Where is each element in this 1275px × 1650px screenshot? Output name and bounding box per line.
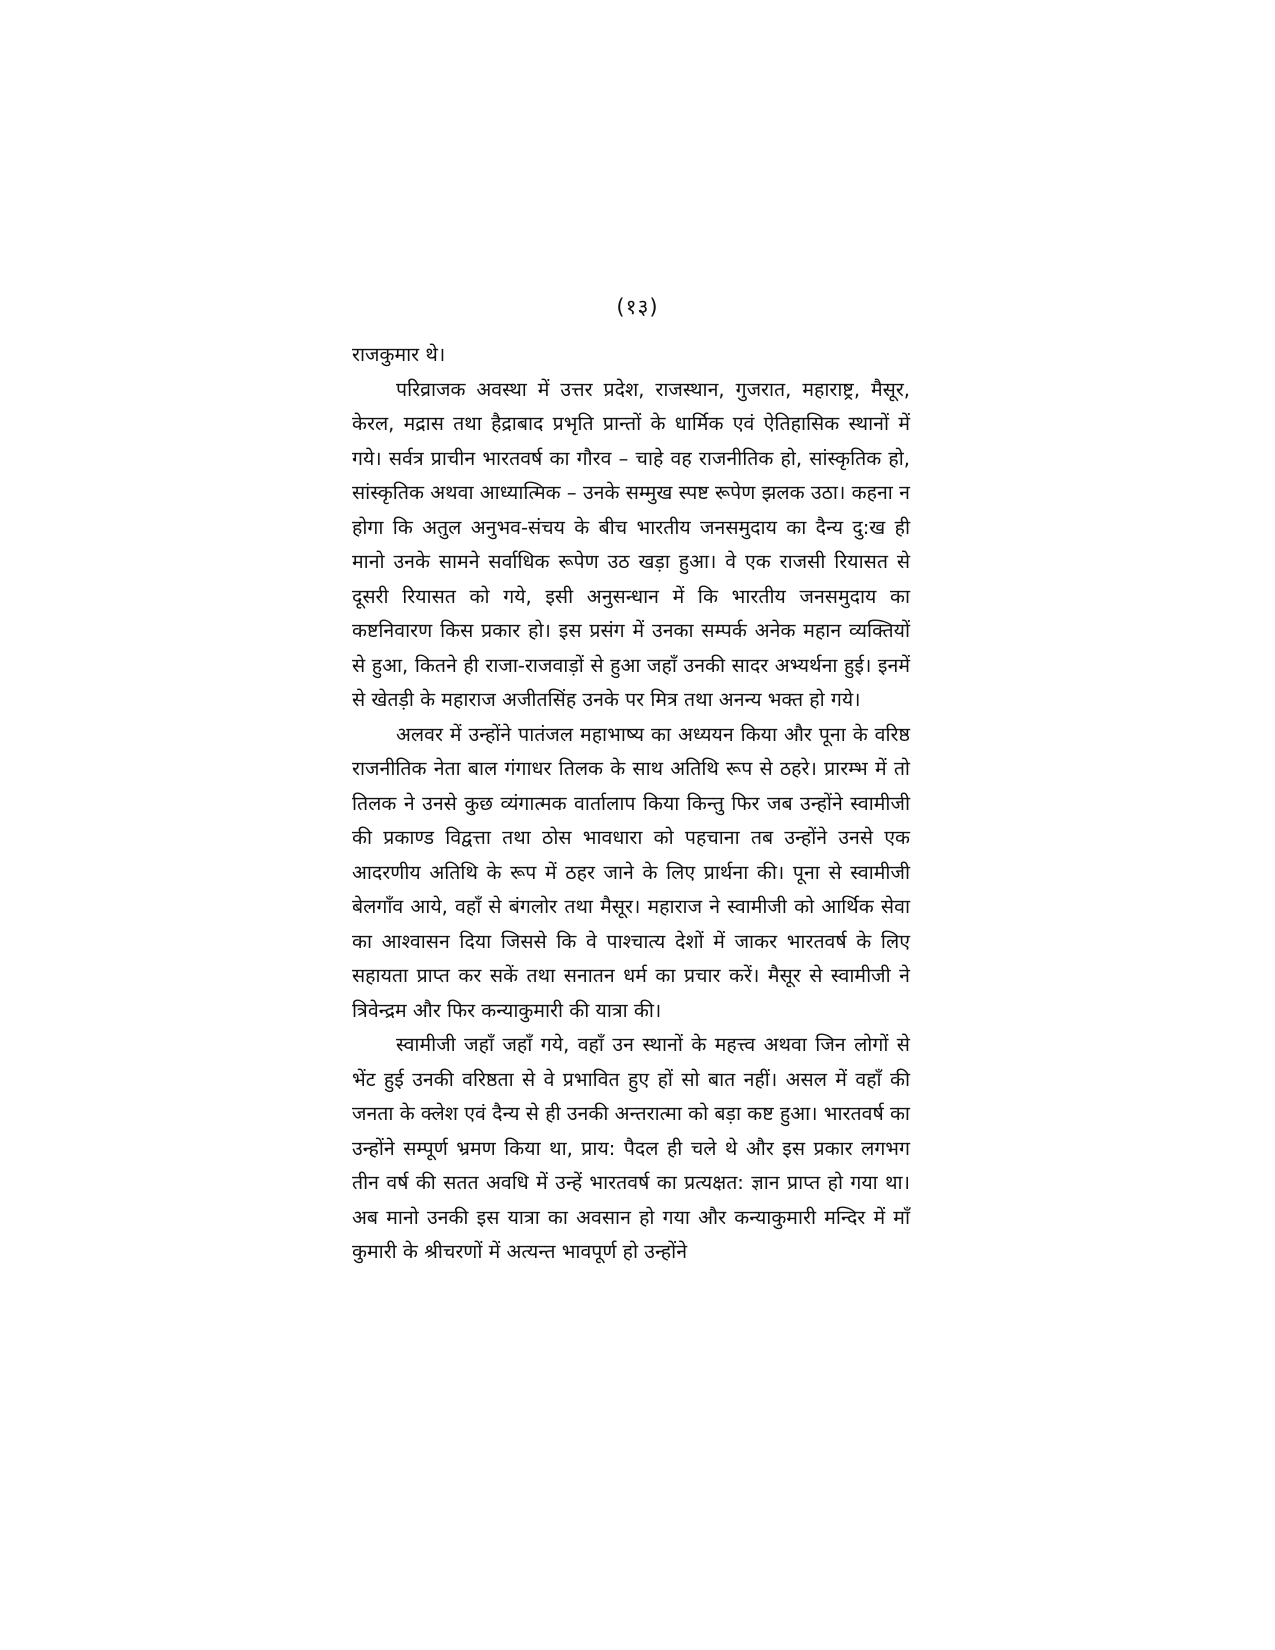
paragraph-travels: परिव्राजक अवस्था में उत्तर प्रदेश, राजस्थान, गुजरात, महाराष्ट्र, मैसूर, केरल, मद्रास तथा हैद्राबाद प्रभृति प्रान्तों के धार्मिक एवं ऐतिहासिक स्थानों में गये। सर्वत्र प्राचीन भारतवर्ष का गौरव – चाहे वह राजनीतिक हो, सांस्कृतिक हो, सांस्कृतिक अथवा आध्यात्मिक – उनके सम्मुख स्पष्ट रूपेण झलक उठा। कहना न होगा कि अतुल अनुभव-संचय के बीच भारतीय जनसमुदाय का दैन्य दु:ख ही मानो उनके सामने सर्वाधिक रूपेण उठ खड़ा हुआ। वे एक राजसी रियासत से दूसरी रियासत को गये, इसी अनुसन्धान में कि भारतीय जनसमुदाय का कष्टनिवारण किस प्रकार हो। इस प्रसंग में उनका सम्पर्क अनेक महान व्यक्तियों से हुआ, कितने ही राजा-राजवाड़ों से हुआ जहाँ उनकी सादर अभ्यर्थना हुई। इनमें से खेतड़ी के महाराज अजीतसिंह उनके पर मित्र तथा अनन्य भक्त हो गये। [352,377,910,711]
body-text [352,338,910,1270]
paragraph-alwar-pune: अलवर में उन्होंने पातंजल महाभाष्य का अध्ययन किया और पूना के वरिष्ठ राजनीतिक नेता बाल गंगाधर तिलक के साथ अतिथि रूप से ठहरे। प्रारम्भ में तो तिलक ने उनसे कुछ व्यंगात्मक वार्तालाप किया किन्तु फिर जब उन्होंने स्वामीजी की प्रकाण्ड विद्वत्ता तथा ठोस भावधारा को पहचाना तब उन्होंने उनसे एक आदरणीय अतिथि के रूप में ठहर जाने के लिए प्रार्थना की। पूना से स्वामीजी बेलगाँव आये, वहाँ से बंगलोर तथा मैसूर। महाराज ने स्वामीजी को आर्थिक सेवा का आश्वासन दिया जिससे कि वे पाश्चात्य देशों में जाकर भारतवर्ष के लिए सहायता प्राप्त कर सकें तथा सनातन धर्म का प्रचार करें। मैसूर से स्वामीजी ने त्रिवेन्द्रम और फिर कन्याकुमारी की यात्रा की। [352,722,910,1022]
paragraph-kanyakumari: स्वामीजी जहाँ जहाँ गये, वहाँ उन स्थानों के महत्त्व अथवा जिन लोगों से भेंट हुई उनकी वरिष्ठता से वे प्रभावित हुए हों सो बात नहीं। असल में वहाँ की जनता के क्लेश एवं दैन्य से ही उनकी अन्तरात्मा को बड़ा कष्ट हुआ। भारतवर्ष का उन्होंने सम्पूर्ण भ्रमण किया था, प्राय: पैदल ही चले थे और इस प्रकार लगभग तीन वर्ष की सतत अवधि में उन्हें भारतवर्ष का प्रत्यक्षत: ज्ञान प्राप्त हो गया था। अब मानो उनकी इस यात्रा का अवसान हो गया और कन्याकुमारी मन्दिर में माँ कुमारी के श्रीचरणों में अत्यन्त भावपूर्ण हो उन्होंने [352,1033,910,1263]
paragraph-continuation: राजकुमार थे। [352,343,446,366]
page-number: (१३) [616,295,659,319]
